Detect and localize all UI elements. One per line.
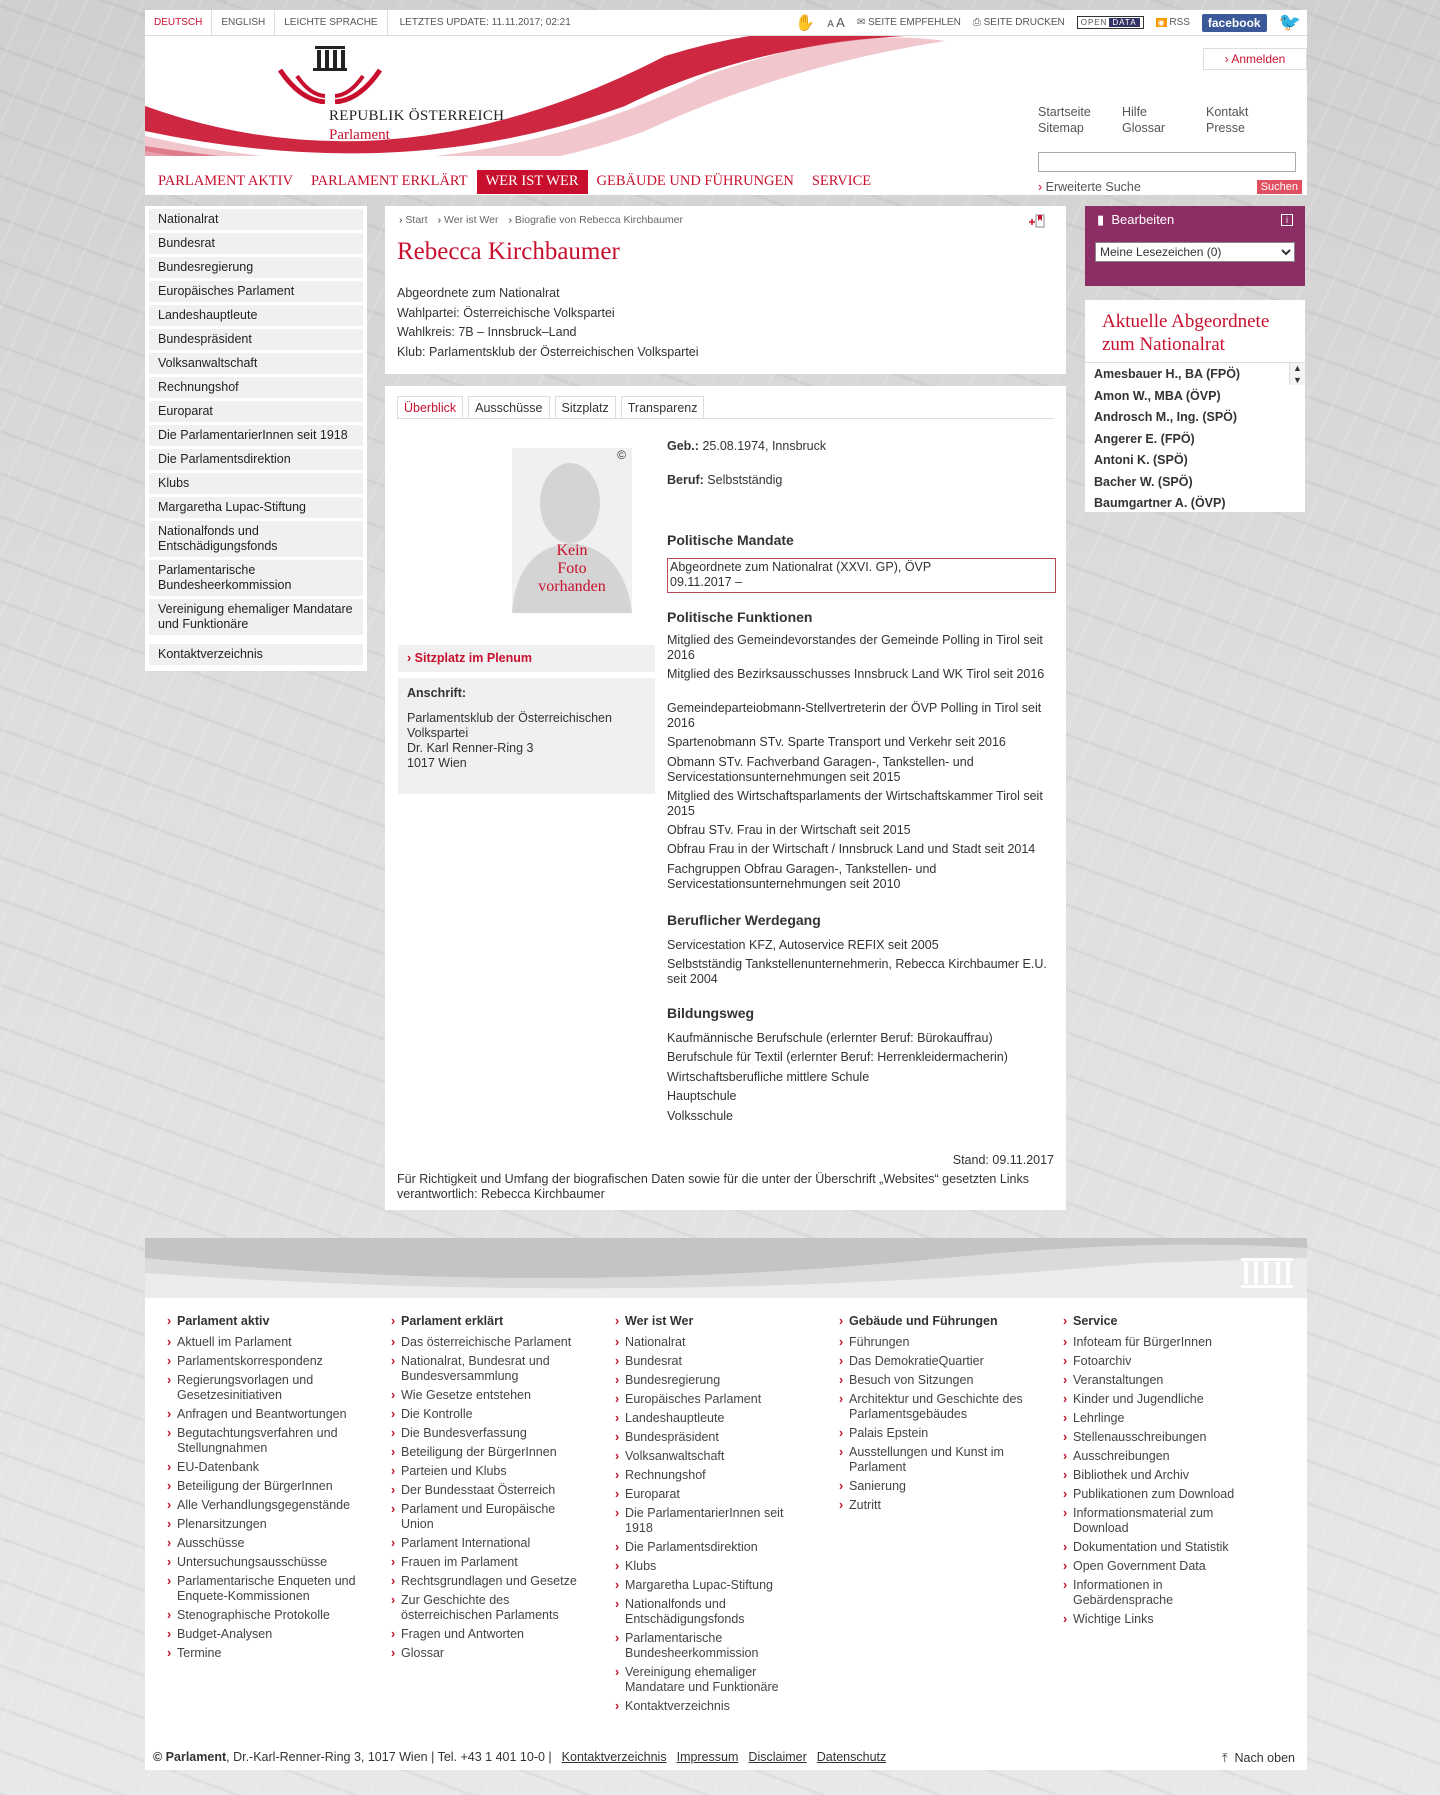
edit-box <box>1085 206 1305 286</box>
footer-link-item[interactable]: › Die Kontrolle <box>389 1407 589 1422</box>
job-value: Selbstständig <box>707 473 783 487</box>
nav-service[interactable]: SERVICE <box>811 173 872 189</box>
footer-link[interactable]: Kontaktverzeichnis <box>561 1750 667 1764</box>
advanced-search-link[interactable]: › Erweiterte Suche <box>1038 180 1141 194</box>
job-row <box>667 473 1057 488</box>
printer-icon: ⎙ <box>972 17 981 28</box>
header <box>145 36 1307 195</box>
footer-link-item[interactable]: › Das österreichische Parlament <box>389 1335 589 1350</box>
photo-placeholder <box>512 448 632 613</box>
print-label: SEITE DRUCKEN <box>983 17 1065 28</box>
mandates-heading: Politische Mandate <box>667 532 794 548</box>
footer-link-item[interactable]: › Margaretha Lupac-Stiftung <box>613 1578 813 1593</box>
leftnav-item[interactable]: Parlamentarische Bundesheerkommission <box>149 560 363 596</box>
person-info <box>397 284 699 362</box>
last-update: LETZTES UPDATE: 11.11.2017; 02:21 <box>399 17 571 28</box>
data-label: DATA <box>1109 18 1139 27</box>
footer-link-item[interactable]: › Frauen im Parlament <box>389 1555 589 1570</box>
nav-parlament-erklaert[interactable]: PARLAMENT ERKLÄRT <box>310 173 468 189</box>
leftnav-item[interactable]: Bundesregierung <box>149 257 363 278</box>
career-heading: Beruflicher Werdegang <box>667 912 821 928</box>
function-item: Spartenobmann STv. Sparte Transport und Verkehr seit 2016 <box>667 735 1006 749</box>
mail-icon: ✉ <box>856 17 866 28</box>
mp-list-scrollbar[interactable] <box>1289 363 1305 385</box>
footer-link-item[interactable]: › Das DemokratieQuartier <box>837 1354 1037 1369</box>
back-to-top-label: Nach oben <box>1234 1751 1295 1765</box>
meta-kontakt[interactable]: Kontakt <box>1206 105 1249 119</box>
footer-link-item[interactable]: › Infoteam für BürgerInnen <box>1061 1335 1261 1350</box>
breadcrumb <box>399 214 683 226</box>
footer-column-title[interactable]: › Parlament erklärt <box>389 1314 589 1329</box>
mp-list <box>1085 362 1305 512</box>
footer-link-item[interactable]: › Alle Verhandlungsgegenstände <box>165 1498 365 1513</box>
footer-link-item[interactable]: › Kinder und Jugendliche <box>1061 1392 1261 1407</box>
function-item: Obfrau Frau in der Wirtschaft / Innsbruck Land und Stadt seit 2014 <box>667 842 1036 856</box>
leftnav-item[interactable]: Nationalrat <box>149 209 363 230</box>
login-label: Anmelden <box>1231 52 1286 66</box>
education-item: Kaufmännische Berufschule (erlernter Beruf: Bürokauffrau) <box>667 1031 993 1045</box>
bookmarks-select[interactable] <box>1095 242 1295 262</box>
brand-line2: Parlament <box>329 127 390 143</box>
footer-link-item[interactable]: › Europäisches Parlament <box>613 1392 813 1407</box>
footer-link-item[interactable]: › Kontaktverzeichnis <box>613 1699 813 1714</box>
footer-link-item[interactable]: › Nationalrat, Bundesrat und Bundesversammlung <box>389 1354 589 1384</box>
footer-link-item[interactable]: › Vereinigung ehemaliger Mandatare und Funktionäre <box>613 1665 813 1695</box>
footer-link-item[interactable]: › Volksanwaltschaft <box>613 1449 813 1464</box>
leftnav-item[interactable]: Bundesrat <box>149 233 363 254</box>
footer-link-item[interactable]: › Stenographische Protokolle <box>165 1608 365 1623</box>
footer-link-item[interactable]: › EU-Datenbank <box>165 1460 365 1475</box>
edit-label: Bearbeiten <box>1111 212 1175 227</box>
info-line: Abgeordnete zum Nationalrat <box>397 286 560 300</box>
footer-column <box>837 1314 1037 1517</box>
brand-line1: REPUBLIK ÖSTERREICH <box>329 108 505 124</box>
footer-link-item[interactable]: › Parlamentarische Bundesheerkommission <box>613 1631 813 1661</box>
footer-link-item[interactable]: › Parlament International <box>389 1536 589 1551</box>
leftnav-item[interactable]: Kontaktverzeichnis <box>149 644 363 665</box>
education-item: Hauptschule <box>667 1089 737 1103</box>
function-item: Mitglied des Bezirksausschusses Innsbruck Land WK Tirol seit 2016 <box>667 667 1045 681</box>
responsibility-note: Für Richtigkeit und Umfang der biografischen Daten sowie für die unter der Überschrift „Websites“ gesetzten Links verantwortlich: Rebecca Kirchbaumer <box>397 1172 1030 1201</box>
arrow-up-icon: ⤒ <box>1222 1751 1228 1765</box>
footer-link-item[interactable]: › Parteien und Klubs <box>389 1464 589 1479</box>
copyright-mark: © <box>617 448 626 462</box>
footer-link-item[interactable]: › Wichtige Links <box>1061 1612 1261 1627</box>
leftnav-item[interactable]: Nationalfonds und Entschädigungsfonds <box>149 521 363 557</box>
edit-title[interactable] <box>1097 212 1174 228</box>
mandate-line: Abgeordnete zum Nationalrat (XXVI. GP), ÖVP <box>670 560 932 574</box>
footer-link-item[interactable]: › Wie Gesetze entstehen <box>389 1388 589 1403</box>
footer-link-item[interactable]: › Die Bundesverfassung <box>389 1426 589 1441</box>
info-line: Wahlkreis: 7B – Innsbruck–Land <box>397 325 577 339</box>
function-item: Fachgruppen Obfrau Garagen-, Tankstellen- und Servicestationsunternehmungen seit 2010 <box>667 862 937 891</box>
footer-link-item[interactable]: › Nationalrat <box>613 1335 813 1350</box>
footer-column-title[interactable]: › Parlament aktiv <box>165 1314 365 1329</box>
footer-link-item[interactable]: › Landeshauptleute <box>613 1411 813 1426</box>
footer-link-item[interactable]: › Termine <box>165 1646 365 1661</box>
tabs <box>397 396 704 418</box>
footer-link-item[interactable]: › Fragen und Antworten <box>389 1627 589 1642</box>
info-line: Klub: Parlamentsklub der Österreichischen Volkspartei <box>397 344 699 359</box>
education-item: Berufschule für Textil (erlernter Beruf: Herrenkleidermacherin) <box>667 1050 1008 1064</box>
main-nav <box>149 170 880 194</box>
footer-link-item[interactable]: › Publikationen zum Download <box>1061 1487 1261 1502</box>
job-label: Beruf: <box>667 473 704 487</box>
recommend-link[interactable] <box>857 17 961 28</box>
breadcrumb-item: › Biografie von Rebecca Kirchbaumer <box>508 214 683 226</box>
leftnav-item[interactable]: Bundespräsident <box>149 329 363 350</box>
leftnav-item[interactable]: Klubs <box>149 473 363 494</box>
footer-link[interactable]: Disclaimer <box>748 1750 807 1764</box>
mp-item[interactable]: Amon W., MBA (ÖVP) <box>1094 388 1221 403</box>
leftnav-item[interactable]: Volksanwaltschaft <box>149 353 363 374</box>
person-panel <box>385 206 1066 374</box>
footer-column <box>613 1314 813 1718</box>
footer-link-item[interactable]: › Klubs <box>613 1559 813 1574</box>
footer-link-item[interactable]: › Bibliothek und Archiv <box>1061 1468 1261 1483</box>
info-icon[interactable]: i <box>1281 214 1293 226</box>
footer-column-title[interactable]: › Gebäude und Führungen <box>837 1314 1037 1329</box>
no-photo-text <box>512 542 632 596</box>
footer-link-item[interactable]: › Ausstellungen und Kunst im Parlament <box>837 1445 1037 1475</box>
recommend-label: SEITE EMPFEHLEN <box>868 17 961 28</box>
footer-link-item[interactable]: › Zutritt <box>837 1498 1037 1513</box>
footer-link-item[interactable]: › Nationalfonds und Entschädigungsfonds <box>613 1597 813 1627</box>
sign-language-icon[interactable]: ✋ <box>795 14 816 32</box>
tab-transparenz[interactable]: Transparenz <box>621 396 705 418</box>
bookmark-icon: ▮ <box>1097 212 1105 227</box>
meta-presse[interactable]: Presse <box>1206 121 1245 135</box>
address-box <box>398 678 655 794</box>
rss-label: RSS <box>1169 17 1190 28</box>
footer-link-item[interactable]: › Informationen in Gebärdensprache <box>1061 1578 1261 1608</box>
footer-column <box>165 1314 365 1665</box>
footer-link[interactable]: Impressum <box>676 1750 739 1764</box>
meta-hilfe[interactable]: Hilfe <box>1122 105 1148 119</box>
nav-parlament-aktiv[interactable]: PARLAMENT AKTIV <box>158 173 293 189</box>
education-heading: Bildungsweg <box>667 1005 755 1021</box>
footer-column-title[interactable]: › Wer ist Wer <box>613 1314 813 1329</box>
open-data-logo[interactable] <box>1077 16 1144 29</box>
footer-link-item[interactable]: › Parlament und Europäische Union <box>389 1502 589 1532</box>
mp-item[interactable]: Amesbauer H., BA (FPÖ) <box>1094 367 1241 381</box>
current-mps-box <box>1085 300 1305 512</box>
education-item: Volksschule <box>667 1109 734 1123</box>
breadcrumb-item[interactable]: › Start <box>399 214 428 226</box>
birth-label: Geb.: <box>667 439 699 453</box>
mandate-box <box>667 558 1056 593</box>
seat-link[interactable]: › Sitzplatz im Plenum <box>398 645 655 672</box>
footer-link-item[interactable]: › Ausschreibungen <box>1061 1449 1261 1464</box>
footer-copyright: © Parlament <box>153 1750 227 1764</box>
leftnav-item[interactable]: Europarat <box>149 401 363 422</box>
footer-link-item[interactable]: › Anfragen und Beantwortungen <box>165 1407 365 1422</box>
career-item: Servicestation KFZ, Autoservice REFIX seit 2005 <box>667 938 939 952</box>
footer-link-item[interactable]: › Veranstaltungen <box>1061 1373 1261 1388</box>
bio-panel <box>385 386 1066 1210</box>
footer-link-item[interactable]: › Bundespräsident <box>613 1430 813 1445</box>
footer-link-item[interactable]: › Sanierung <box>837 1479 1037 1494</box>
no-photo-line: Kein <box>556 542 588 559</box>
mandate-line: 09.11.2017 – <box>670 575 743 589</box>
footer-link-item[interactable]: › Architektur und Geschichte des Parlamentsgebäudes <box>837 1392 1037 1422</box>
footer <box>145 1298 1307 1770</box>
lang-leichte-sprache[interactable]: LEICHTE SPRACHE <box>275 10 387 36</box>
no-photo-line: Foto <box>557 560 587 577</box>
rss-icon: ◉ <box>1157 18 1165 27</box>
footer-link-item[interactable]: › Dokumentation und Statistik <box>1061 1540 1261 1555</box>
search <box>1038 152 1302 194</box>
footer-column <box>1061 1314 1261 1631</box>
mp-item[interactable]: Bacher W. (SPÖ) <box>1094 474 1193 489</box>
tab-sitzplatz[interactable]: Sitzplatz <box>555 396 616 418</box>
advanced-search-label: Erweiterte Suche <box>1045 180 1141 194</box>
footer-link-item[interactable]: › Die Parlamentsdirektion <box>613 1540 813 1555</box>
footer-link-item[interactable]: › Zur Geschichte des österreichischen Parlaments <box>389 1593 589 1623</box>
leftnav-item[interactable]: Landeshauptleute <box>149 305 363 326</box>
footer-link-item[interactable]: › Begutachtungsverfahren und Stellungnahmen <box>165 1426 365 1456</box>
leftnav-item[interactable]: Vereinigung ehemaliger Mandatare und Funktionäre <box>149 599 363 635</box>
birth-value: 25.08.1974, Innsbruck <box>702 439 827 453</box>
footer-link-item[interactable]: › Glossar <box>389 1646 589 1661</box>
scroll-up-icon[interactable]: ▲ <box>1293 363 1302 373</box>
footer-header <box>145 1238 1307 1298</box>
meta-startseite[interactable]: Startseite <box>1038 105 1091 119</box>
nav-gebaeude[interactable]: GEBÄUDE UND FÜHRUNGEN <box>596 173 794 189</box>
current-mps-title: Aktuelle Abgeordnete zum Nationalrat <box>1102 311 1270 355</box>
footer-link-item[interactable]: › Ausschüsse <box>165 1536 365 1551</box>
info-line: Wahlpartei: Österreichische Volkspartei <box>397 305 615 320</box>
mp-item[interactable]: Angerer E. (FPÖ) <box>1094 431 1195 446</box>
tab-ueberblick[interactable]: Überblick <box>397 396 463 418</box>
lang-deutsch[interactable]: DEUTSCH <box>145 10 212 36</box>
footer-link-item[interactable]: › Open Government Data <box>1061 1559 1261 1574</box>
lang-english[interactable]: ENGLISH <box>212 10 275 36</box>
footer-swoosh <box>145 1238 1307 1298</box>
footer-link-item[interactable]: › Stellenausschreibungen <box>1061 1430 1261 1445</box>
leftnav-item[interactable]: Rechnungshof <box>149 377 363 398</box>
footer-link-item[interactable]: › Rechtsgrundlagen und Gesetze <box>389 1574 589 1589</box>
search-button[interactable]: Suchen <box>1257 180 1302 194</box>
scroll-down-icon[interactable]: ▼ <box>1293 374 1302 385</box>
address-line: 1017 Wien <box>407 756 467 770</box>
functions-heading: Politische Funktionen <box>667 609 813 625</box>
mp-item[interactable]: Androsch M., Ing. (SPÖ) <box>1094 410 1238 424</box>
font-small-button[interactable]: A <box>827 19 834 30</box>
footer-link-item[interactable]: › Besuch von Sitzungen <box>837 1373 1037 1388</box>
footer-link-item[interactable]: › Rechnungshof <box>613 1468 813 1483</box>
footer-address: , Dr.-Karl-Renner-Ring 3, 1017 Wien | Tel. +43 1 401 10-0 | <box>226 1750 552 1764</box>
breadcrumb-item[interactable]: › Wer ist Wer <box>438 214 499 226</box>
function-item: Mitglied des Wirtschaftsparlaments der Wirtschaftskammer Tirol seit 2015 <box>667 789 1043 818</box>
open-label: OPEN <box>1080 18 1108 27</box>
facebook-link[interactable]: facebook <box>1202 14 1267 32</box>
footer-column-title[interactable]: › Service <box>1061 1314 1261 1329</box>
print-link[interactable] <box>973 17 1065 28</box>
search-input[interactable] <box>1038 152 1296 172</box>
meta-sitemap[interactable]: Sitemap <box>1038 121 1084 135</box>
rss-link[interactable] <box>1156 17 1190 28</box>
tab-divider <box>397 418 1054 419</box>
function-item: Mitglied des Gemeindevorstandes der Gemeinde Polling in Tirol seit 2016 <box>667 633 1043 662</box>
function-item: Obfrau STv. Frau in der Wirtschaft seit 2015 <box>667 823 911 837</box>
footer-bar <box>153 1750 886 1770</box>
mp-item[interactable]: Antoni K. (SPÖ) <box>1094 453 1188 467</box>
footer-link[interactable]: Datenschutz <box>816 1750 887 1764</box>
font-large-button[interactable]: A <box>836 15 845 30</box>
brand[interactable] <box>329 108 504 144</box>
footer-link-item[interactable]: › Führungen <box>837 1335 1037 1350</box>
career-item: Selbstständig Tankstellenunternehmerin, Rebecca Kirchbaumer E.U. seit 2004 <box>667 957 1047 986</box>
address-line: Dr. Karl Renner-Ring 3 <box>407 741 534 755</box>
footer-link-item[interactable]: › Beteiligung der BürgerInnen <box>389 1445 589 1460</box>
login-button[interactable]: › Anmelden <box>1203 48 1307 70</box>
function-item: Gemeindeparteiobmann-Stellvertreterin der ÖVP Polling in Tirol seit 2016 <box>667 701 1042 730</box>
footer-link-item[interactable]: › Plenarsitzungen <box>165 1517 365 1532</box>
footer-link-item[interactable]: › Beteiligung der BürgerInnen <box>165 1479 365 1494</box>
mp-item[interactable]: Baumgartner A. (ÖVP) <box>1094 496 1226 510</box>
footer-link-item[interactable]: › Regierungsvorlagen und Gesetzesinitiativen <box>165 1373 365 1403</box>
leftnav-item[interactable]: Die ParlamentarierInnen seit 1918 <box>149 425 363 446</box>
education-item: Wirtschaftsberufliche mittlere Schule <box>667 1070 870 1084</box>
footer-column <box>389 1314 589 1665</box>
top-bar <box>145 10 1307 36</box>
left-nav <box>145 206 367 671</box>
birth-row <box>667 439 1057 454</box>
footer-link-item[interactable]: › Der Bundesstaat Österreich <box>389 1483 589 1498</box>
footer-link-item[interactable]: › Parlamentarische Enqueten und Enquete-Kommissionen <box>165 1574 365 1604</box>
footer-link-item[interactable]: › Fotoarchiv <box>1061 1354 1261 1369</box>
twitter-icon[interactable]: 🐦 <box>1278 12 1301 32</box>
nav-wer-ist-wer[interactable]: WER IST WER <box>477 170 588 194</box>
address-label: Anschrift: <box>407 686 467 700</box>
leftnav-item[interactable]: Margaretha Lupac-Stiftung <box>149 497 363 518</box>
footer-link-item[interactable]: › Bundesrat <box>613 1354 813 1369</box>
back-to-top[interactable] <box>1222 1751 1295 1766</box>
address-line: Parlamentsklub der Österreichischen Volkspartei <box>407 711 612 740</box>
footer-link-item[interactable]: › Die ParlamentarierInnen seit 1918 <box>613 1506 813 1536</box>
footer-link-item[interactable]: › Europarat <box>613 1487 813 1502</box>
footer-parliament-logo <box>1239 1246 1295 1290</box>
footer-link-item[interactable]: › Lehrlinge <box>1061 1411 1261 1426</box>
no-photo-line: vorhanden <box>538 578 606 595</box>
tab-ausschuesse[interactable]: Ausschüsse <box>468 396 549 418</box>
footer-link-item[interactable]: › Budget-Analysen <box>165 1627 365 1642</box>
footer-link-item[interactable]: › Bundesregierung <box>613 1373 813 1388</box>
footer-link-item[interactable]: › Informationsmaterial zum Download <box>1061 1506 1261 1536</box>
parliament-logo <box>275 40 385 104</box>
footer-link-item[interactable]: › Palais Epstein <box>837 1426 1037 1441</box>
meta-glossar[interactable]: Glossar <box>1122 121 1166 135</box>
leftnav-item[interactable]: Europäisches Parlament <box>149 281 363 302</box>
footer-link-item[interactable]: › Untersuchungsausschüsse <box>165 1555 365 1570</box>
stand-date: Stand: 09.11.2017 <box>952 1153 1054 1167</box>
bookmark-add-icon[interactable] <box>1028 214 1046 228</box>
function-item: Obmann STv. Fachverband Garagen-, Tankstellen- und Servicestationsunternehmungen seit 2015 <box>667 755 974 784</box>
meta-nav <box>1038 104 1290 136</box>
footer-link-item[interactable]: › Parlamentskorrespondenz <box>165 1354 365 1369</box>
footer-link-item[interactable]: › Aktuell im Parlament <box>165 1335 365 1350</box>
page-title: Rebecca Kirchbaumer <box>397 238 620 265</box>
leftnav-item[interactable]: Die Parlamentsdirektion <box>149 449 363 470</box>
